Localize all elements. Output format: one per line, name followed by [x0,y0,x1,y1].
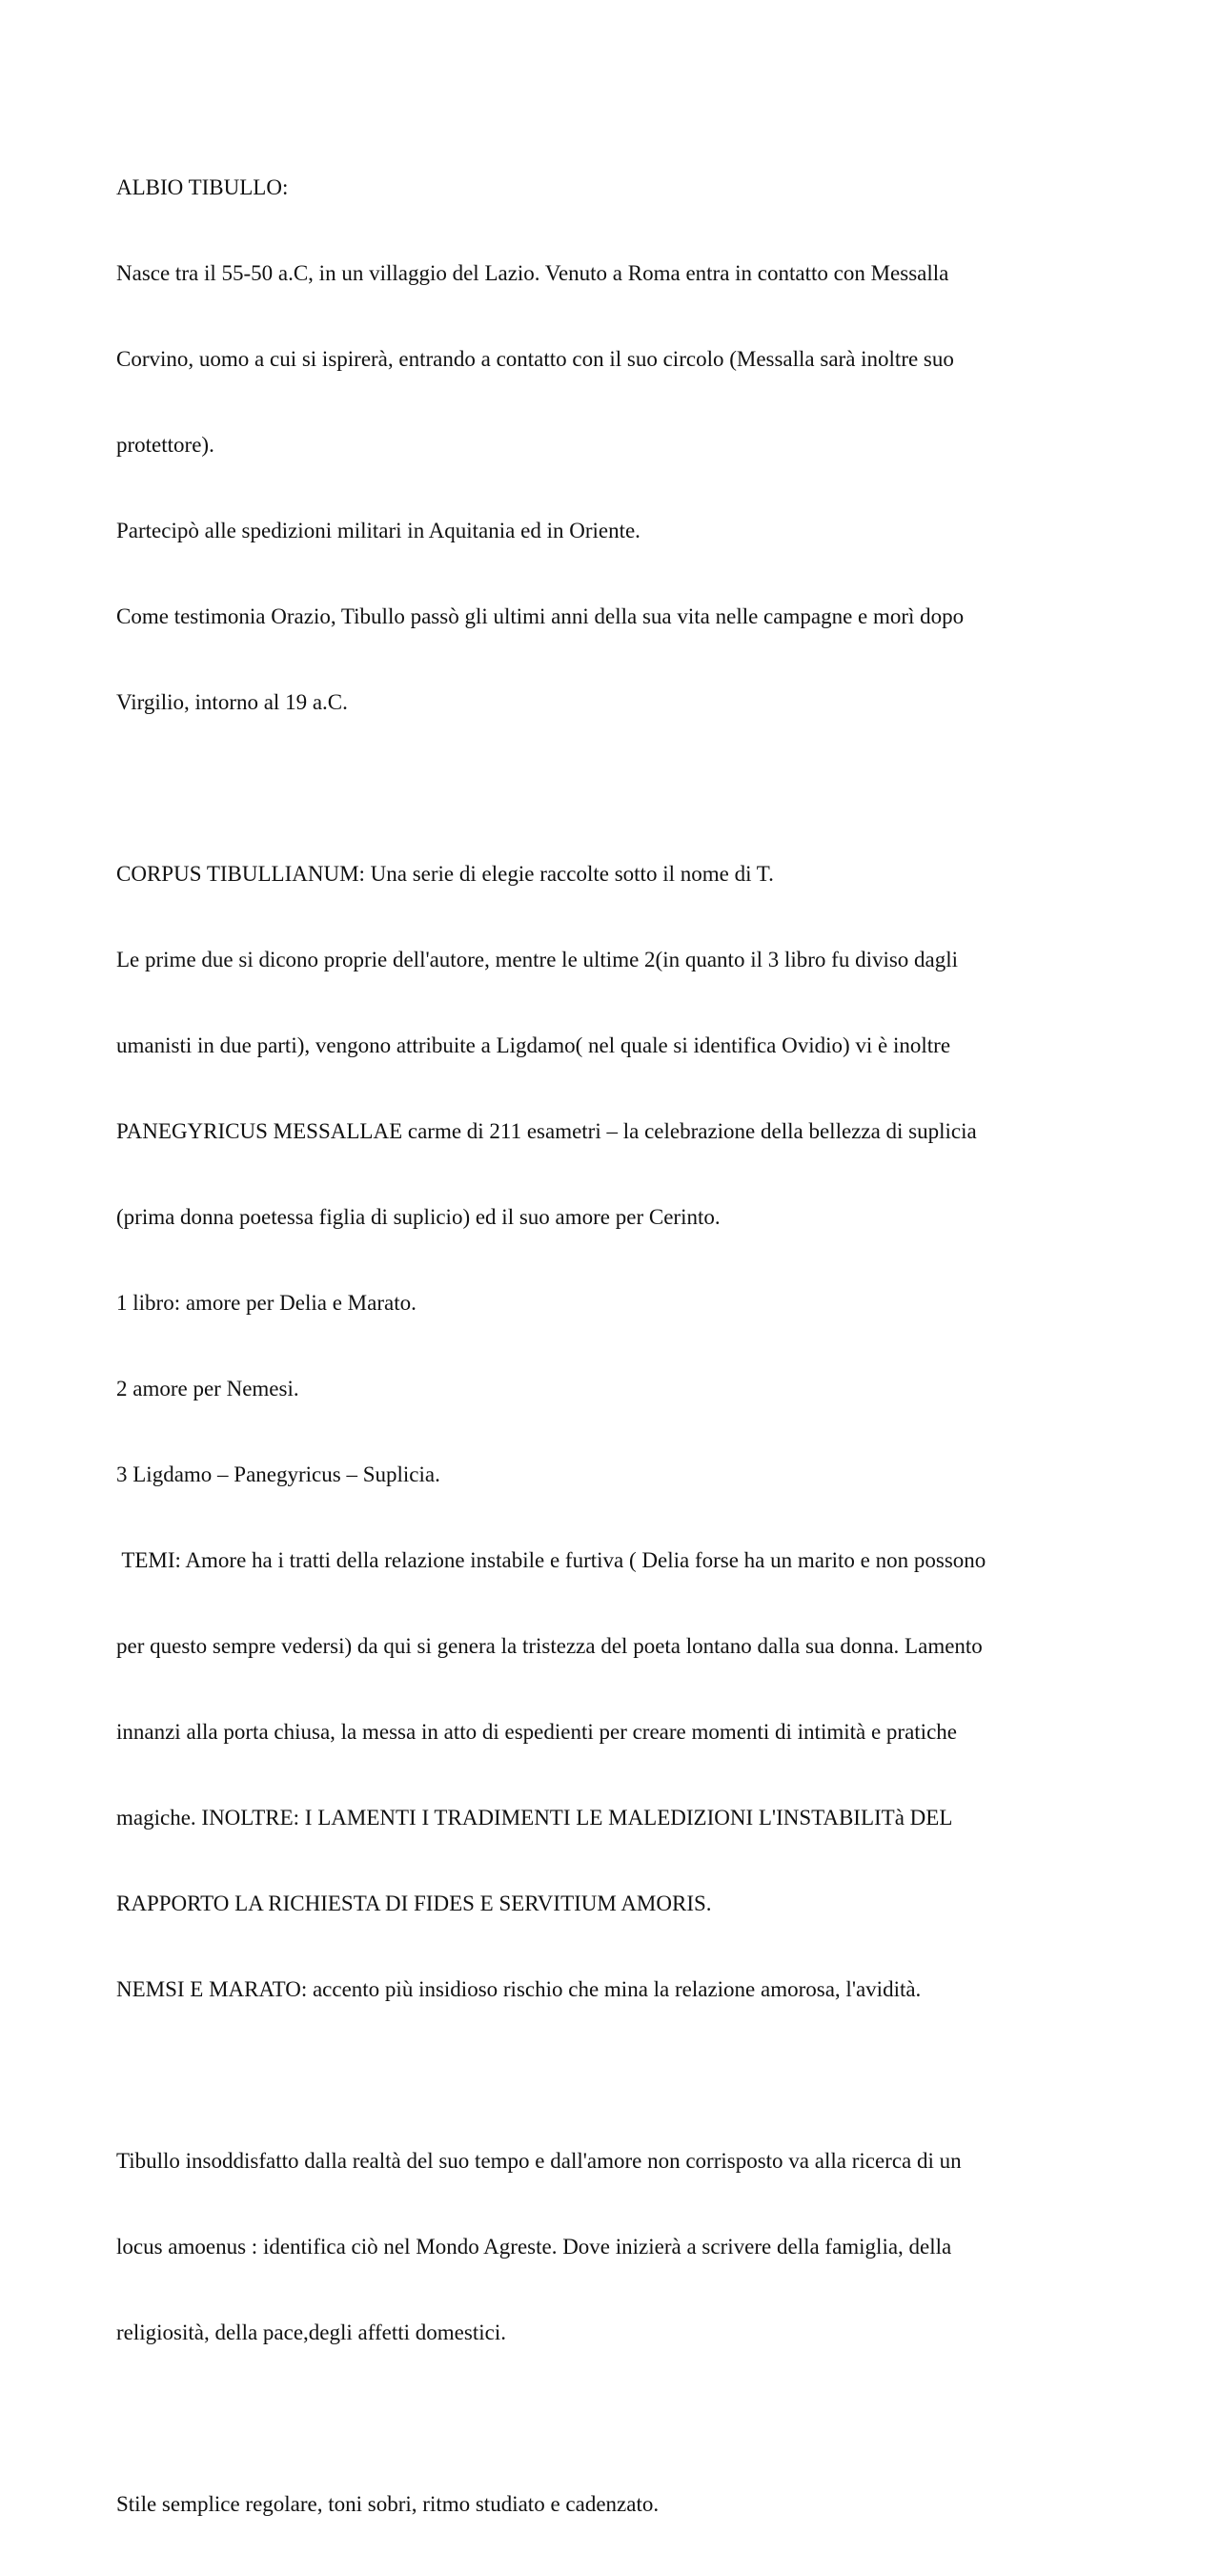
blank-line [116,774,1127,803]
paragraph-line: Le prime due si dicono proprie dell'autore, mentre le ultime 2(in quanto il 3 libro fu diviso dagli [116,948,959,971]
paragraph-line: protettore). [116,433,214,457]
heading-albio-tibullo: ALBIO TIBULLO: [116,175,289,199]
paragraph-line: NEMSI E MARATO: accento più insidioso rischio che mina la relazione amorosa, l'avidità. [116,1977,922,2001]
list-item: 3 Ligdamo – Panegyricus – Suplicia. [116,1462,440,1486]
paragraph-line: magiche. INOLTRE: I LAMENTI I TRADIMENTI LE MALEDIZIONI L'INSTABILITà DEL [116,1806,953,1830]
paragraph-line: RAPPORTO LA RICHIESTA DI FIDES E SERVITIUM AMORIS. [116,1891,712,1915]
paragraph-line: Stile semplice regolare, toni sobri, ritmo studiato e cadenzato. [116,2492,660,2516]
paragraph-line: TEMI: Amore ha i tratti della relazione instabile e furtiva ( Delia forse ha un marito e non possono [116,1548,986,1572]
blank-line [116,2061,1127,2090]
paragraph-line: Corvino, uomo a cui si ispirerà, entrando a contatto con il suo circolo (Messalla sarà inoltre suo [116,347,954,371]
paragraph-line: Come testimonia Orazio, Tibullo passò gli ultimi anni della sua vita nelle campagne e morì dopo [116,604,965,628]
paragraph-line: religiosità, della pace,degli affetti domestici. [116,2320,506,2344]
paragraph-line: Partecipò alle spedizioni militari in Aquitania ed in Oriente. [116,519,640,542]
document-text [116,116,1127,2576]
list-item: 1 libro: amore per Delia e Marato. [116,1291,417,1315]
paragraph-line: PANEGYRICUS MESSALLAE carme di 211 esametri – la celebrazione della bellezza di suplicia [116,1119,977,1143]
paragraph-line: locus amoenus : identifica ciò nel Mondo Agreste. Dove inizierà a scrivere della famiglia, della [116,2235,952,2259]
paragraph-line: Nasce tra il 55-50 a.C, in un villaggio del Lazio. Venuto a Roma entra in contatto con Messalla [116,261,949,285]
heading-corpus-tibullianum: CORPUS TIBULLIANUM: Una serie di elegie raccolte sotto il nome di T. [116,862,774,886]
paragraph-line: Tibullo insoddisfatto dalla realtà del suo tempo e dall'amore non corrisposto va alla ricerca di un [116,2149,962,2173]
paragraph-line: (prima donna poetessa figlia di suplicio) ed il suo amore per Cerinto. [116,1205,721,1229]
paragraph-line: umanisti in due parti), vengono attribuite a Ligdamo( nel quale si identifica Ovidio) vi è inoltre [116,1033,951,1057]
blank-line [116,2404,1127,2433]
paragraph-line: per questo sempre vedersi) da qui si genera la tristezza del poeta lontano dalla sua donna. Lamento [116,1634,983,1658]
paragraph-line: Virgilio, intorno al 19 a.C. [116,690,348,714]
list-item: 2 amore per Nemesi. [116,1377,299,1400]
paragraph-line: innanzi alla porta chiusa, la messa in atto di espedienti per creare momenti di intimità e pratiche [116,1720,957,1744]
